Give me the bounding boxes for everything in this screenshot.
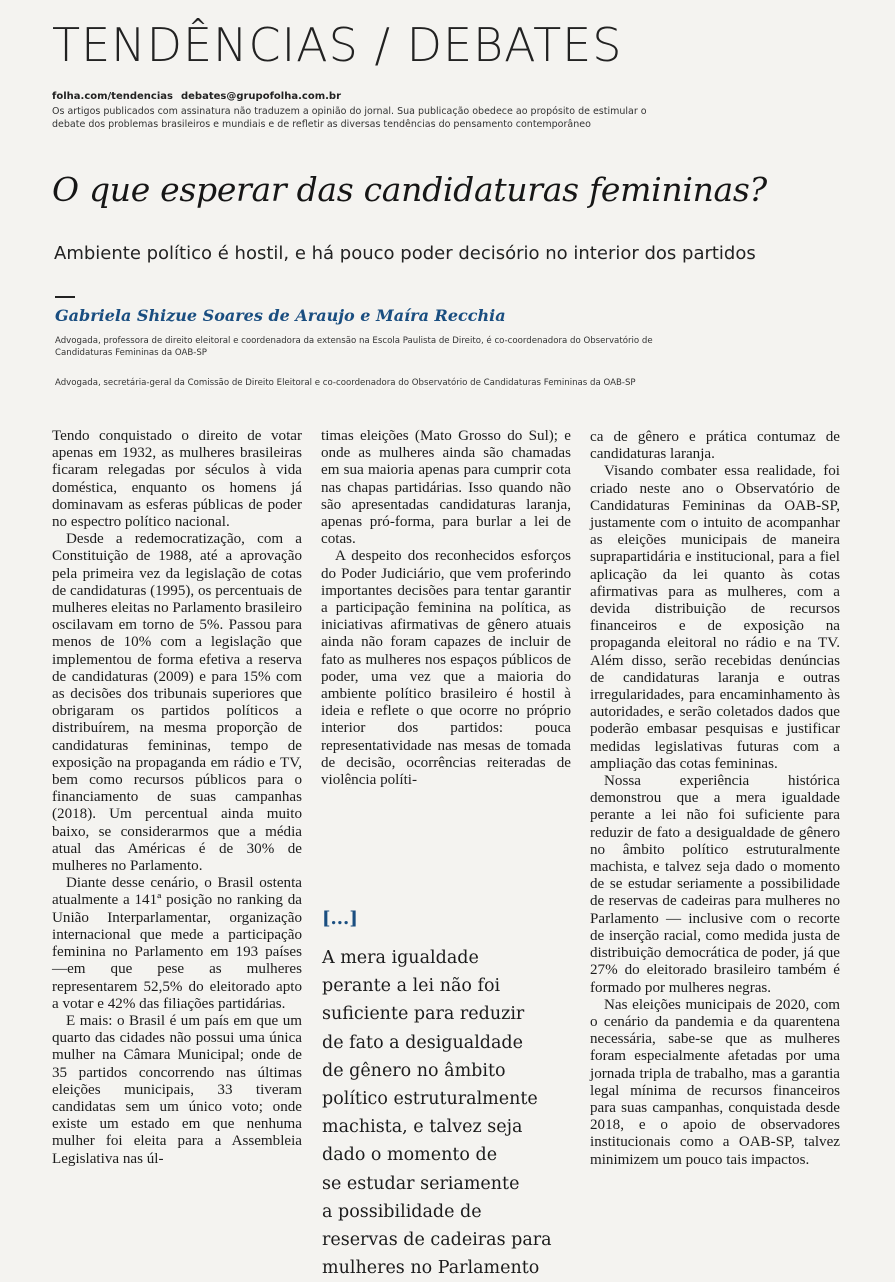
paragraph: Nossa experiência histórica demonstrou que a mera igualdade perante a lei não foi suficiente para reduzir de fato a desigualdade de gênero no âmbito político estruturalmente machista, e talvez seja dado o momento de se estudar seriamente a possibilidade de reservas de cadeiras para mulheres no Parlamento — inclusive com o recorte de inserção racial, como medida justa de distribuição democrática de poder, já que 27% do eleitorado brasileiro também é formado por mulheres negras. <box>590 773 840 996</box>
author-bio-1: Advogada, professora de direito eleitoral e coordenadora da extensão na Escola Paulista de Direito, é co-coordenadora do Observatório de Candidaturas Femininas da OAB-SP <box>55 336 653 358</box>
section-url-link[interactable]: folha.com/tendencias <box>52 91 173 102</box>
section-links <box>52 91 349 102</box>
pullquote-line: mulheres no Parlamento <box>322 1258 540 1279</box>
pullquote-line: de fato a desigualdade <box>322 1032 523 1053</box>
pullquote-line: A mera igualdade <box>322 948 479 968</box>
article-headline: O que esperar das candidaturas femininas? <box>52 170 767 209</box>
pullquote-line: a possibilidade de <box>322 1201 482 1222</box>
article-column-1 <box>52 428 302 1168</box>
paragraph: Diante desse cenário, o Brasil ostenta atualmente a 141ª posição no ranking da União Interparlamentar, organização internacional que mede a participação feminina no Parlamento em 193 países —em que pese as mulheres representarem 52,5% do eleitorado apto a votar e 42% das filiações partidárias. <box>52 875 302 1012</box>
section-title: TENDÊNCIAS / DEBATES <box>52 18 623 72</box>
article-subheadline: Ambiente político é hostil, e há pouco poder decisório no interior dos partidos <box>54 243 756 264</box>
pullquote-line: político estruturalmente <box>322 1089 538 1110</box>
paragraph: Desde a redemocratização, com a Constituição de 1988, até a aprovação pela primeira vez da legislação de cotas de candidaturas (1995), os percentuais de mulheres eleitas no Parlamento brasileiro oscilavam em torno de 5%. Passou para menos de 10% com a legislação que implementou de forma efetiva a reserva de candidaturas (2009) e para 15% com as decisões dos tribunais superiores que obrigaram os partidos políticos a distribuírem, na mesma proporção de candidaturas femininas, tempo de exposição na propaganda em rádio e TV, bem como recursos públicos para o financiamento de suas campanhas (2018). Um percentual ainda muito baixo, se considerarmos que a média atual das Américas é de 30% de mulheres no Parlamento. <box>52 531 302 875</box>
paragraph: timas eleições (Mato Grosso do Sul); e onde as mulheres ainda são chamadas em sua maioria apenas para cumprir cota nas chapas partidárias. Isso quando não são apresentadas candidaturas laranja, apenas pró-forma, para burlar a lei de cotas. <box>321 428 571 548</box>
pullquote <box>322 944 570 1282</box>
pullquote-line: suficiente para reduzir <box>322 1004 525 1025</box>
section-disclaimer: Os artigos publicados com assinatura não traduzem a opinião do jornal. Sua publicação obedece ao propósito de estimular o debate dos problemas brasileiros e mundiais e de refletir as diversas tendências do pensamento contemporâneo <box>52 106 647 130</box>
paragraph: Tendo conquistado o direito de votar apenas em 1932, as mulheres brasileiras ficaram relegadas por séculos à vida doméstica, enquanto os homens já dominavam as esferas públicas de poder no espectro político nacional. <box>52 428 302 531</box>
pullquote-ellipsis: [...] <box>322 908 358 929</box>
pullquote-line: se estudar seriamente <box>322 1173 520 1194</box>
article-column-2 <box>321 428 571 789</box>
pullquote-line: de gênero no âmbito <box>322 1060 506 1081</box>
pullquote-line: dado o momento de <box>322 1145 498 1166</box>
paragraph: ca de gênero e prática contumaz de candidaturas laranja. <box>590 429 840 463</box>
paragraph: A despeito dos reconhecidos esforços do Poder Judiciário, que vem proferindo importantes decisões para tentar garantir a participação feminina na política, as iniciativas afirmativas de gênero atuais ainda não foram capazes de incluir de fato as mulheres nos espaços públicos de poder, uma vez que a maioria do ambiente político brasileiro é hostil à ideia e reflete o que ocorre no próprio interior dos partidos: pouca representatividade nas mesas de tomada de decisão, ocorrências reiteradas de violência políti- <box>321 548 571 789</box>
paragraph: Visando combater essa realidade, foi criado neste ano o Observatório de Candidaturas Femininas da OAB-SP, justamente com o intuito de acompanhar as eleições municipais de maneira suprapartidária e institucional, para a fiel aplicação da lei quanto às cotas afirmativas para as mulheres, com a devida distribuição de recursos financeiros e de exposição na propaganda eleitoral no rádio e na TV. Além disso, serão recebidas denúncias de candidaturas laranja e outras irregularidades, para encaminhamento às autoridades, e serão coletados dados que poderão embasar pesquisas e justificar medidas legislativas futuras com a ampliação das cotas femininas. <box>590 463 840 772</box>
pullquote-line: perante a lei não foi <box>322 976 501 997</box>
paragraph: E mais: o Brasil é um país em que um quarto das cidades não possui uma única mulher na Câmara Municipal; onde de 35 partidos concorrendo nas últimas eleições municipais, 33 tiveram candidatas sem um único voto; onde existe um estado em que nenhuma mulher foi eleita para a Assembleia Legislativa nas úl- <box>52 1012 302 1167</box>
pullquote-line: reservas de cadeiras para <box>322 1230 552 1251</box>
author-bio-2: Advogada, secretária-geral da Comissão de Direito Eleitoral e co-coordenadora do Observatório de Candidaturas Femininas da OAB-SP <box>55 378 636 388</box>
article-authors: Gabriela Shizue Soares de Araujo e Maíra Recchia <box>55 306 506 325</box>
paragraph: Nas eleições municipais de 2020, com o cenário da pandemia e da quarentena necessária, sabe-se que as mulheres foram especialmente afetadas por uma jornada tripla de trabalho, mas a garantia legal mínima de recursos financeiros para suas campanhas, conquistada desde 2018, e o apoio de observadores institucionais como a OAB-SP, talvez minimizem um pouco tais impactos. <box>590 996 840 1168</box>
section-email-link[interactable]: debates@grupofolha.com.br <box>180 91 342 102</box>
byline-divider <box>55 296 75 298</box>
article-column-3 <box>590 429 840 1169</box>
pullquote-line: machista, e talvez seja <box>322 1117 523 1138</box>
